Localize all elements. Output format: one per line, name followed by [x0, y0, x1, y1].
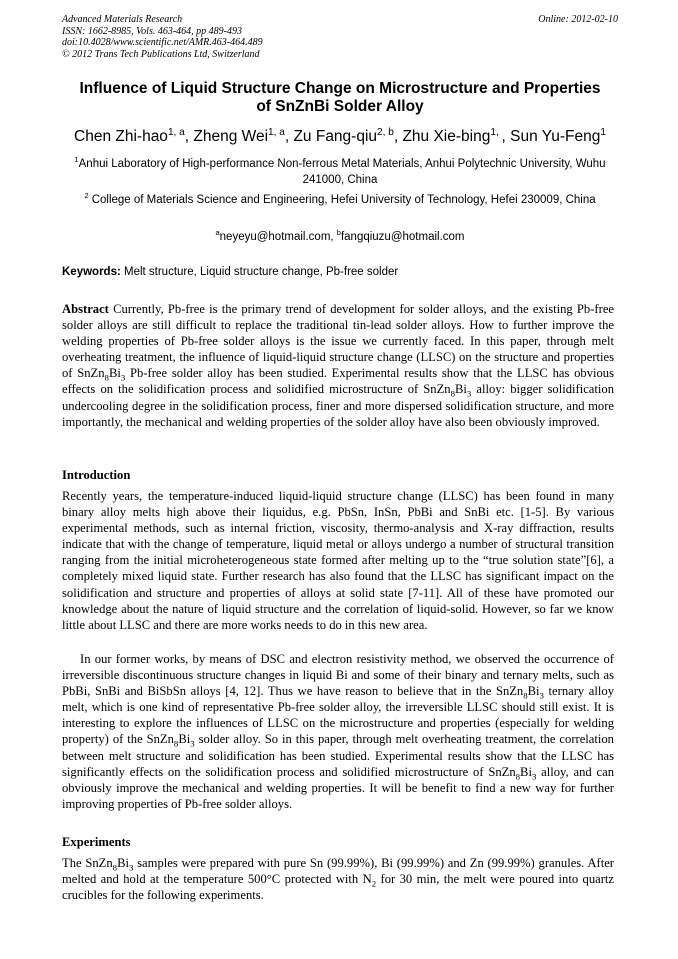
author-name: Chen Zhi-hao	[74, 128, 168, 145]
abstract	[62, 301, 614, 430]
author-separator: ,	[393, 128, 403, 145]
paragraph-text: ternary alloy melt, which is one kind of representative Pb-free solder alloy, the irreversible LLSC should still exist. It is interesting to explore the influences of LLSC on the microstructure and properties (especially for welding property) of the SnZn	[62, 684, 614, 747]
journal-name: Advanced Materials Research	[62, 14, 183, 25]
author-affiliation-mark: 2, b	[377, 126, 394, 138]
introduction-paragraph-1: Recently years, the temperature-induced liquid-liquid structure change (LLSC) has been found in many binary alloy melts high above their liquidus, e.g. PbSn, InSn, PbBi and SnBi etc. [1-5]. By various experimental methods, such as internal friction, viscosity, thermo-analysis and X-ray diffraction, results indicate that with the change of temperature, liquid metal or alloys undergo a number of structural transition ranging from the initial microheterogeneous state formed after melting up to the “true solution state”[6], a completely mixed liquid state. Further research has also found that the LLSC has significant impact on the solidification and structure and properties of alloys at solid state [7-11]. All of these have promoted our knowledge about the nature of liquid structure and the correlation of liquid-solid. However, so far we know little about LLSC and there are more works needs to do in this new area.	[62, 489, 614, 632]
author-name: Zheng Wei	[193, 128, 269, 145]
paragraph-text: samples were prepared with pure Sn (99.99%), Bi (99.99%) and Zn (99.99%) granules. After melted and hold at the temperature 500°C protected with N	[62, 856, 614, 887]
author-separator: ,	[184, 128, 194, 145]
subscript: 3	[466, 388, 472, 399]
paragraph-text: Bi	[178, 732, 191, 747]
introduction-paragraph-2	[62, 651, 614, 812]
affiliation-mark: 1	[74, 155, 79, 165]
subscript: 8	[112, 862, 118, 873]
email-mark: a	[215, 228, 220, 238]
paragraph-text: Bi	[520, 764, 532, 779]
subscript: 8	[450, 388, 455, 399]
subscript: 3	[190, 738, 195, 749]
author-name: Zhu Xie-bing	[402, 128, 491, 145]
subscript: 3	[128, 862, 134, 873]
section-heading-introduction: Introduction	[62, 468, 131, 482]
author-emails	[62, 229, 618, 245]
paragraph-text: Bi	[117, 856, 129, 870]
journal-header	[62, 14, 618, 60]
paragraph-text: Bi	[527, 684, 540, 699]
copyright-line: © 2012 Trans Tech Publications Ltd, Switzerland	[62, 48, 260, 60]
subscript: 2	[371, 878, 377, 889]
paragraph-text: In our former works, by means of DSC and electron resistivity method, we observed the occurrence of irreversible discontinuous structure changes in liquid Bi and some of their binary and ternary melts, such as PbBi, SnBi and BiSbSn alloys [4, 12]. Thus we have reason to believe that in the SnZn	[62, 652, 614, 699]
affiliation-1	[62, 156, 618, 188]
author-name: Sun Yu-Feng	[510, 128, 601, 145]
email-a: neyeyu@hotmail.com,	[219, 231, 337, 243]
paragraph-text: solder alloy. So in this paper, through melt overheating treatment, the correlation between melt structure and solidification has been studied. Experimental results show that the LLSC has significantly effects on the solidification process and solidified microstructure of SnZn	[62, 732, 614, 779]
subscript: 8	[523, 690, 528, 701]
author-list	[40, 128, 640, 146]
abstract-text: Bi	[455, 382, 467, 397]
keywords	[62, 264, 618, 280]
email-b: fangqiuzu@hotmail.com	[340, 231, 465, 243]
subscript: 3	[531, 771, 537, 782]
author-affiliation-mark: 1, a	[167, 126, 185, 138]
author-name: Zu Fang-qiu	[293, 128, 378, 145]
abstract-text: Currently, Pb-free is the primary trend of development for solder alloys, and the existing Pb-free solder alloys are still difficult to replace the traditional tin-lead solder alloys. How to further improve the welding properties of Pb-free solder alloys is the issue we currently faced. In this paper, through melt overheating treatment, the influence of liquid-liquid structure change (LLSC) on the structure and properties of SnZn	[62, 302, 614, 381]
section-heading-experiments: Experiments	[62, 835, 131, 849]
subscript: 8	[515, 771, 521, 782]
experiments-paragraph-1	[62, 855, 614, 903]
author-separator: ,	[501, 128, 511, 145]
title-line-2: of SnZnBi Solder Alloy	[256, 98, 424, 115]
title-line-1: Influence of Liquid Structure Change on Microstructure and Properties	[79, 80, 601, 97]
paper-title	[62, 80, 618, 116]
paragraph-text: alloy, and can obviously improve the mechanical and welding properties. It will be benefit to find a new way for further improving properties of Pb-free solder alloys.	[62, 764, 614, 811]
author-separator: ,	[284, 128, 294, 145]
keywords-label: Keywords:	[62, 266, 121, 278]
author-affiliation-mark: 1,	[490, 126, 502, 138]
subscript: 8	[173, 738, 179, 749]
abstract-text: alloy: bigger solidification undercooling degree in the solidification process, finer and more dispersed solidification structure, and more importantly, the mechanical and welding properties of the solder alloy have also been obviously improved.	[62, 382, 614, 429]
abstract-text: Bi	[108, 366, 121, 381]
online-date: Online: 2012-02-10	[538, 14, 618, 25]
subscript: 3	[120, 372, 126, 383]
abstract-text: Pb-free solder alloy has been studied. Experimental results show that the LLSC has obvious effects on the solidification process and solidified microstructure of SnZn	[62, 366, 614, 397]
paragraph-text: for 30 min, the melt were poured into quartz crucibles for the following experiments.	[62, 872, 615, 903]
affiliation-text: Anhui Laboratory of High-performance Non-ferrous Metal Materials, Anhui Polytechnic University, Wuhu 241000, China	[78, 158, 606, 186]
author-affiliation-mark: 1	[600, 126, 606, 138]
subscript: 8	[104, 372, 109, 383]
author-affiliation-mark: 1, a	[268, 126, 285, 138]
doi-line: doi:10.4028/www.scientific.net/AMR.463-464.489	[62, 37, 263, 48]
affiliation-2	[62, 192, 618, 208]
subscript: 3	[539, 690, 544, 701]
email-mark: b	[336, 228, 341, 238]
paragraph-text: The SnZn	[62, 856, 113, 870]
affiliation-text: College of Materials Science and Engineering, Hefei University of Technology, Hefei 230009, China	[88, 194, 596, 206]
issn-line: ISSN: 1662-8985, Vols. 463-464, pp 489-493	[62, 25, 242, 37]
affiliation-mark: 2	[84, 191, 89, 201]
keywords-text: Melt structure, Liquid structure change, Pb-free solder	[120, 266, 399, 278]
abstract-label: Abstract	[62, 302, 109, 316]
